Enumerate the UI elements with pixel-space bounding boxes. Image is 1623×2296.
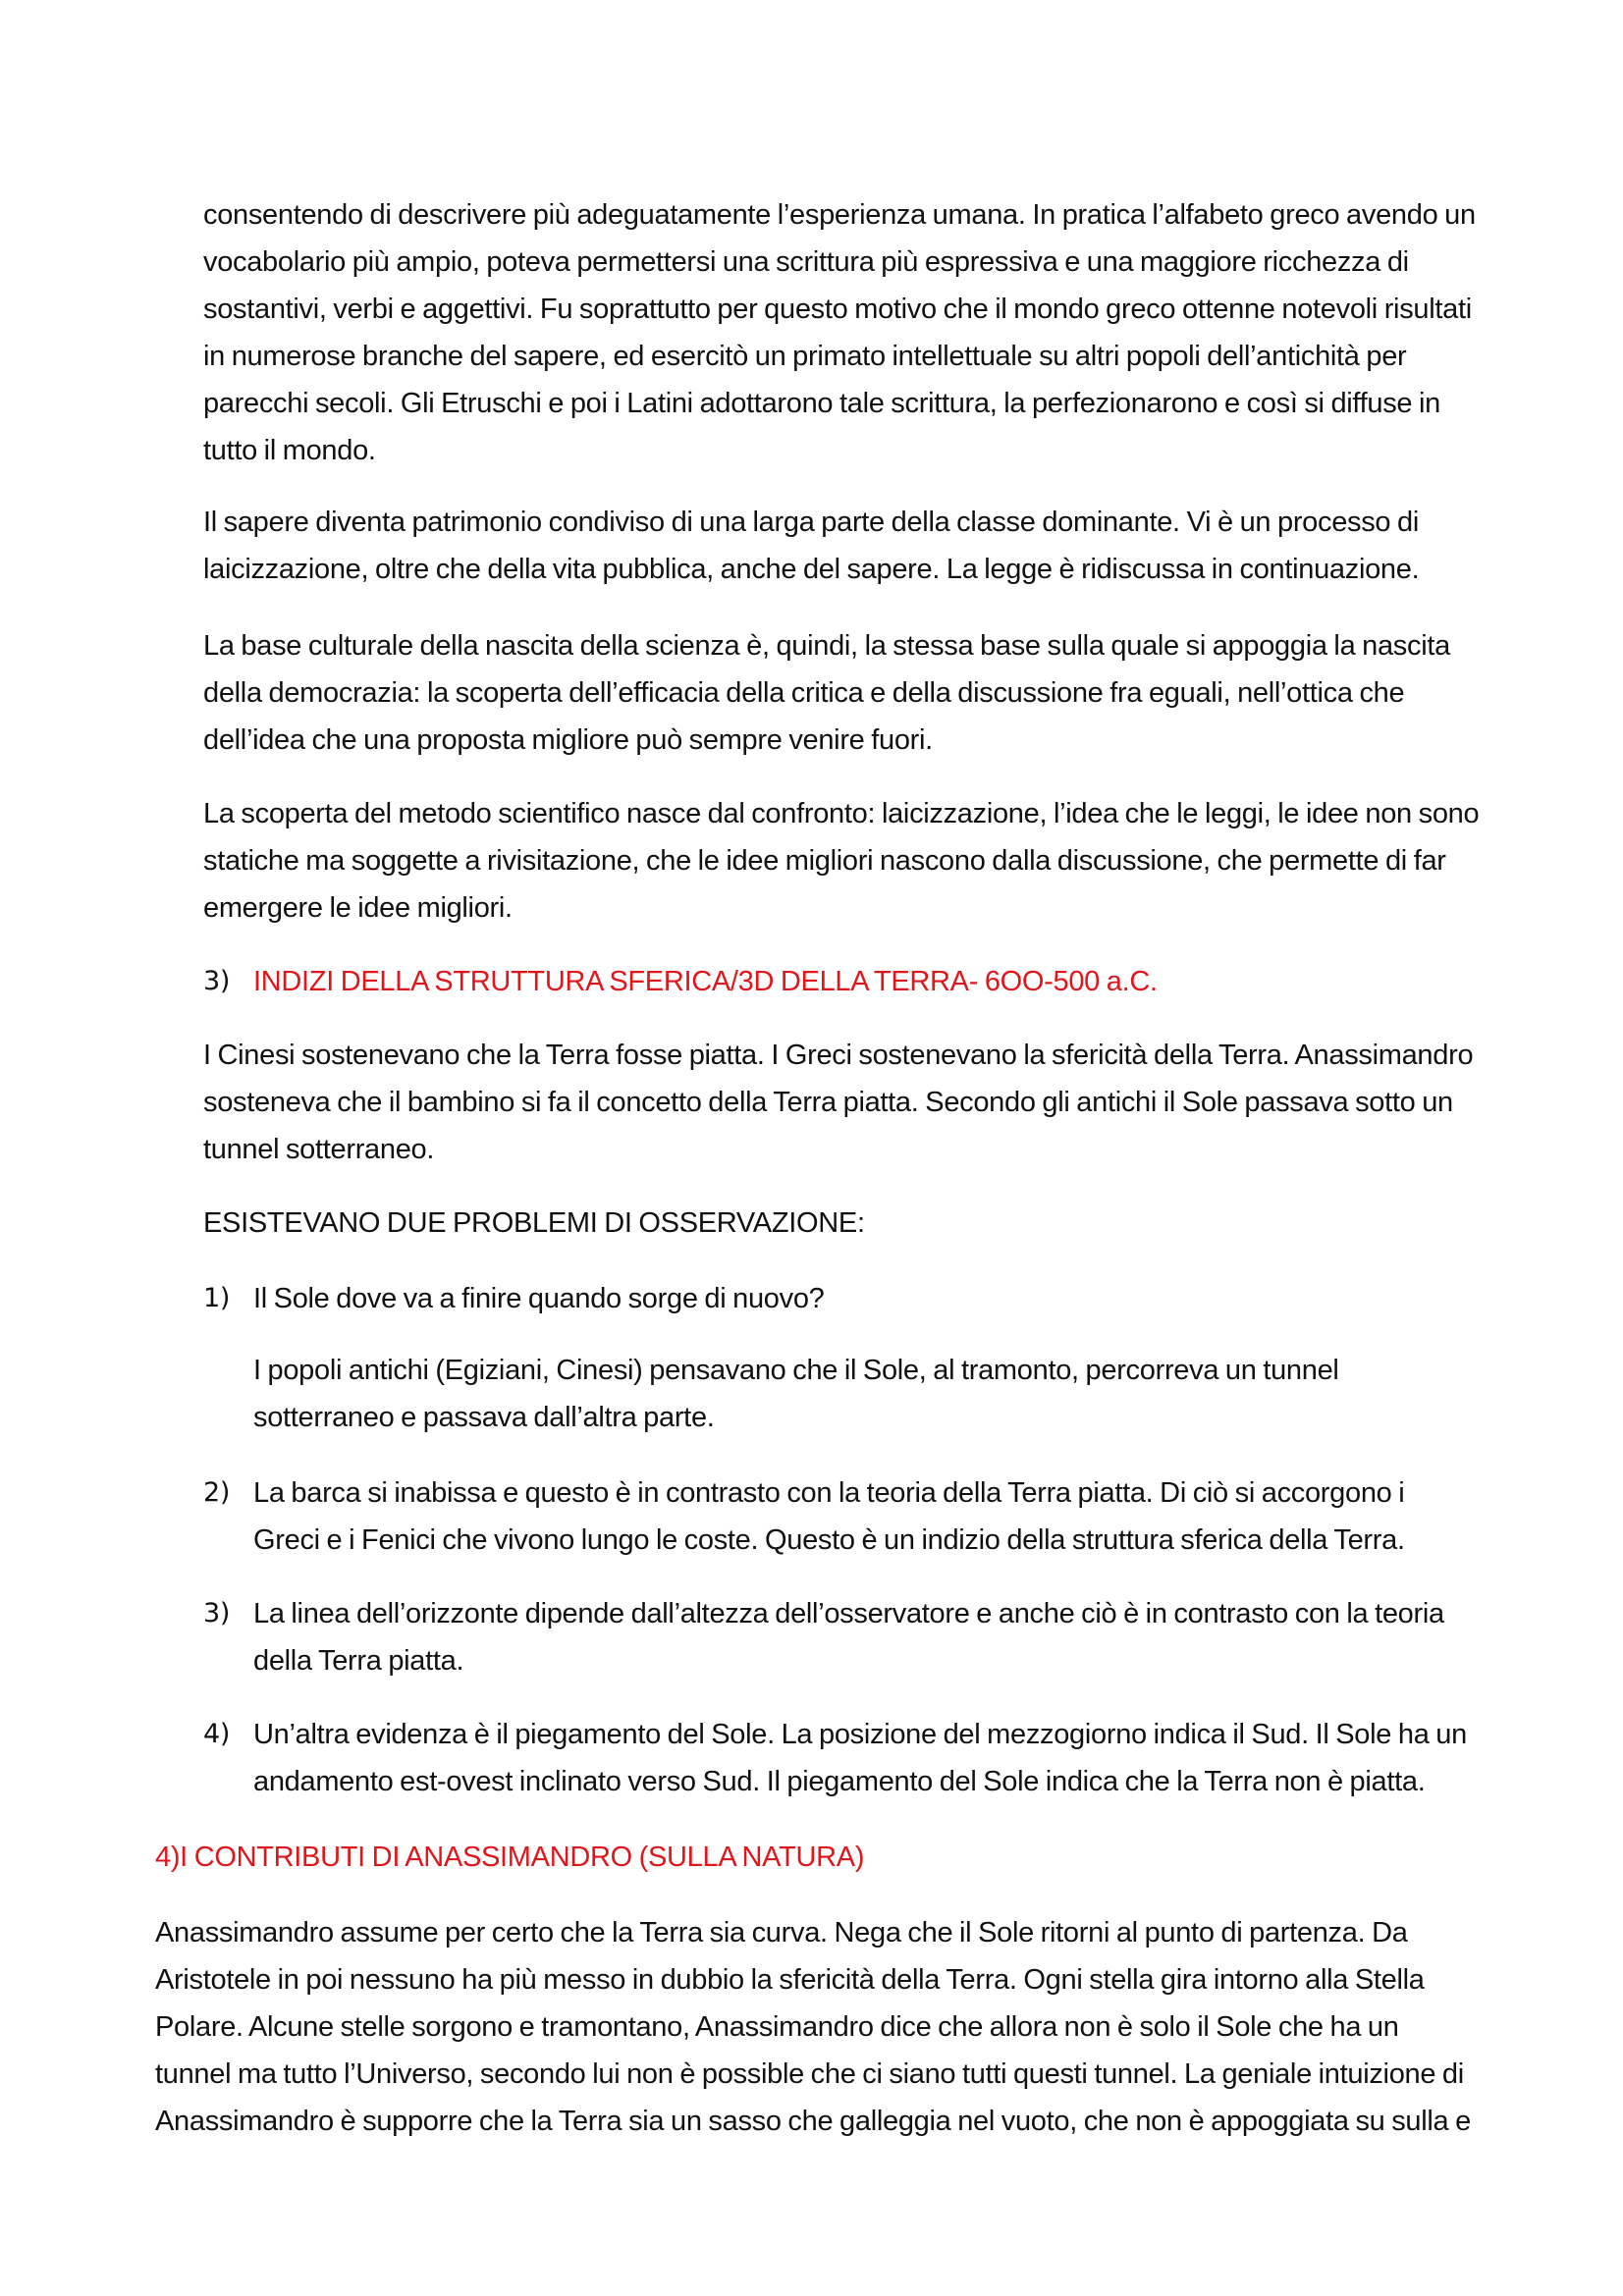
list-item-4-number: 4) [203, 1719, 231, 1749]
section-3-title: INDIZI DELLA STRUTTURA SFERICA/3D DELLA TERRA- 6OO-500 a.C. [253, 966, 1158, 997]
list-item-2-number: 2) [203, 1477, 231, 1508]
paragraph-sapere-condiviso: Il sapere diventa patrimonio condiviso di una larga parte della classe dominante. Vi è un processo di laicizzazione, oltre che della vita pubblica, anche del sapere. La legge è ridiscussa in continuazione. [203, 507, 1420, 585]
paragraph-problemi-osservazione: ESISTEVANO DUE PROBLEMI DI OSSERVAZIONE: [203, 1207, 865, 1239]
section-4-title: 4)I CONTRIBUTI DI ANASSIMANDRO (SULLA NATURA) [155, 1842, 865, 1873]
list-item-3-number: 3) [203, 1598, 231, 1629]
paragraph-base-culturale: La base culturale della nascita della scienza è, quindi, la stessa base sulla quale si appoggia la nascita della democrazia: la scoperta dell’efficacia della critica e della discussione fra eguali, nell’ottica che dell’idea che una proposta migliore può sempre venire fuori. [203, 630, 1450, 756]
paragraph-popoli-antichi: I popoli antichi (Egiziani, Cinesi) pensavano che il Sole, al tramonto, percorreva un tunnel sotterraneo e passava dall’altra parte. [253, 1355, 1339, 1433]
list-item-1-number: 1) [203, 1283, 231, 1313]
paragraph-anassimandro: Anassimandro assume per certo che la Terra sia curva. Nega che il Sole ritorni al punto di partenza. Da Aristotele in poi nessuno ha più messo in dubbio la sfericità della Terra. Ogni stella gira intorno alla Stella Polare. Alcune stelle sorgono e tramontano, Anassimandro dice che allora non è solo il Sole che ha un tunnel ma tutto l’Universo, secondo lui non è possible che ci siano tutti questi tunnel. La geniale intuizione di Anassimandro è supporre che la Terra sia un sasso che galleggia nel vuoto, che non è appoggiata su sulla e [155, 1917, 1471, 2137]
list-item-3-text: La linea dell’orizzonte dipende dall’altezza dell’osservatore e anche ciò è in contrasto con la teoria della Terra piatta. [253, 1598, 1444, 1677]
paragraph-metodo-scientifico: La scoperta del metodo scientifico nasce dal confronto: laicizzazione, l’idea che le leggi, le idee non sono statiche ma soggette a rivisitazione, che le idee migliori nascono dalla discussione, che permette di far emergere le idee migliori. [203, 798, 1480, 924]
list-item-1-text: Il Sole dove va a finire quando sorge di nuovo? [253, 1283, 825, 1314]
paragraph-alfabeto-greco: consentendo di descrivere più adeguatamente l’esperienza umana. In pratica l’alfabeto greco avendo un vocabolario più ampio, poteva permettersi una scrittura più espressiva e una maggiore ricchezza di sostantivi, verbi e aggettivi. Fu soprattutto per questo motivo che il mondo greco ottenne notevoli risultati in numerose branche del sapere, ed esercitò un primato intellettuale su altri popoli dell’antichità per parecchi secoli. Gli Etruschi e poi i Latini adottarono tale scrittura, la perfezionarono e così si diffuse in tutto il mondo. [203, 199, 1476, 466]
paragraph-cinesi-greci: I Cinesi sostenevano che la Terra fosse piatta. I Greci sostenevano la sfericità della Terra. Anassimandro sosteneva che il bambino si fa il concetto della Terra piatta. Secondo gli antichi il Sole passava sotto un tunnel sotterraneo. [203, 1040, 1474, 1165]
list-item-4-text: Un’altra evidenza è il piegamento del Sole. La posizione del mezzogiorno indica il Sud. Il Sole ha un andamento est-ovest inclinato verso Sud. Il piegamento del Sole indica che la Terra non è piatta. [253, 1719, 1467, 1797]
list-item-2-text: La barca si inabissa e questo è in contrasto con la teoria della Terra piatta. Di ciò si accorgono i Greci e i Fenici che vivono lungo le coste. Questo è un indizio della struttura sferica della Terra. [253, 1477, 1405, 1556]
section-3-number: 3) [203, 966, 231, 996]
